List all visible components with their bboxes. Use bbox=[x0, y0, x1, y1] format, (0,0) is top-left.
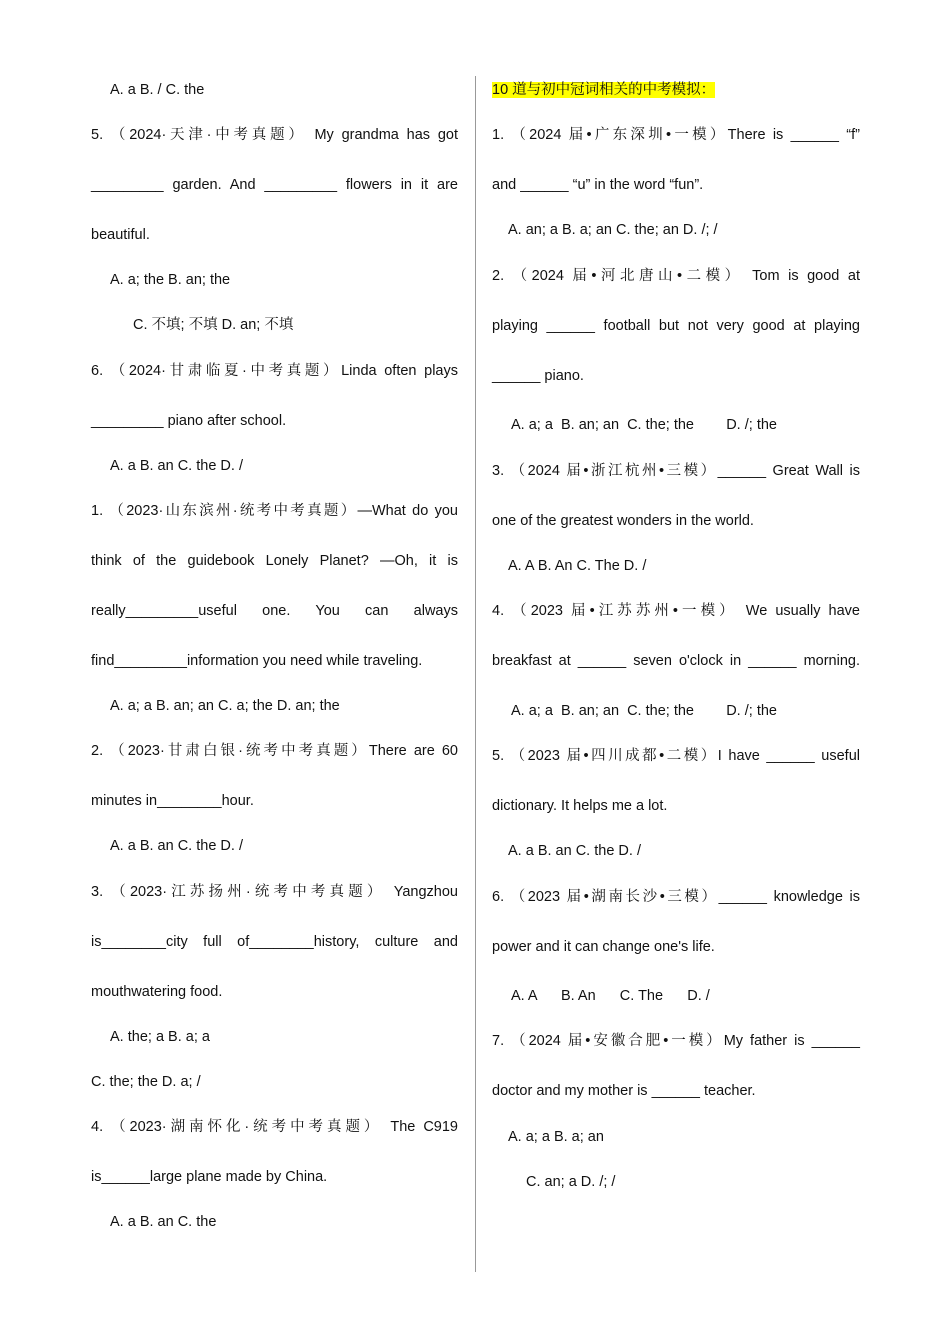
question-line: 4. （2023·湖南怀化·统考中考真题） The C919 bbox=[91, 1119, 458, 1135]
options-line: A. a; a B. an; an C. a; the D. an; the bbox=[110, 698, 340, 714]
options-line: A. a; a B. an; an C. the; the D. /; the bbox=[511, 417, 777, 433]
options-line: C. an; a D. /; / bbox=[526, 1174, 616, 1190]
question-line: 3. （2024 届•浙江杭州•三模）______ Great Wall is bbox=[492, 463, 860, 479]
options-line: A. A B. An C. The D. / bbox=[508, 558, 647, 574]
column-divider bbox=[475, 76, 476, 1272]
options-line: A. a B. an C. the bbox=[110, 1214, 217, 1230]
question-line: one of the greatest wonders in the world. bbox=[492, 513, 754, 529]
question-line: 7. （2024 届•安徽合肥•一模）My father is ______ bbox=[492, 1033, 860, 1049]
question-line: is______large plane made by China. bbox=[91, 1169, 328, 1185]
question-line: 4. （2023 届•江苏苏州•一模） We usually have bbox=[492, 603, 860, 619]
options-line: A. an; a B. a; an C. the; an D. /; / bbox=[508, 222, 718, 238]
question-line: mouthwatering food. bbox=[91, 984, 223, 1000]
question-line: beautiful. bbox=[91, 227, 150, 243]
options-line: A. a B. an C. the D. / bbox=[110, 838, 243, 854]
question-line: 2. （2024 届•河北唐山•二模） Tom is good at bbox=[492, 268, 860, 284]
options-line: C. 不填; 不填 D. an; 不填 bbox=[133, 317, 294, 333]
section-heading bbox=[492, 80, 860, 100]
question-line: 6. （2024·甘肃临夏·中考真题）Linda often plays bbox=[91, 363, 458, 379]
question-line: 5. （2024·天津·中考真题） My grandma has got bbox=[91, 127, 458, 143]
question-line: 1. （2023·山东滨州·统考中考真题）—What do you bbox=[91, 503, 458, 519]
options-line: A. a; the B. an; the bbox=[110, 272, 231, 288]
question-line: _________ piano after school. bbox=[91, 413, 287, 429]
highlighted-heading: 10 道与初中冠词相关的中考模拟： bbox=[492, 82, 716, 98]
question-line: doctor and my mother is ______ teacher. bbox=[492, 1083, 756, 1099]
question-line: breakfast at ______ seven o'clock in ______ morning. bbox=[492, 653, 860, 669]
options-line: A. A B. An C. The D. / bbox=[511, 988, 710, 1004]
question-line: 5. （2023 届•四川成都•二模）I have ______ useful bbox=[492, 748, 860, 764]
question-line: really_________useful one. You can always bbox=[91, 603, 458, 619]
question-line: playing ______ football but not very good at playing bbox=[492, 318, 860, 334]
options-line: A. a; a B. an; an C. the; the D. /; the bbox=[511, 703, 777, 719]
options-line: C. the; the D. a; / bbox=[91, 1074, 201, 1090]
question-line: ______ piano. bbox=[492, 368, 584, 384]
question-line: 3. （2023·江苏扬州·统考中考真题） Yangzhou bbox=[91, 884, 458, 900]
options-line: A. a B. an C. the D. / bbox=[110, 458, 243, 474]
options-line: A. a B. / C. the bbox=[110, 82, 205, 98]
question-line: and ______ “u” in the word “fun”. bbox=[492, 177, 704, 193]
options-line: A. a; a B. a; an bbox=[508, 1129, 604, 1145]
question-line: is________city full of________history, culture and bbox=[91, 934, 458, 950]
question-line: 6. （2023 届•湖南长沙•三模）______ knowledge is bbox=[492, 889, 860, 905]
question-line: _________ garden. And _________ flowers in it are bbox=[91, 177, 458, 193]
question-line: 1. （2024 届•广东深圳•一模）There is ______ “f” bbox=[492, 127, 860, 143]
question-line: 2. （2023·甘肃白银·统考中考真题）There are 60 bbox=[91, 743, 458, 759]
question-line: find_________information you need while traveling. bbox=[91, 653, 423, 669]
question-line: minutes in________hour. bbox=[91, 793, 254, 809]
question-line: dictionary. It helps me a lot. bbox=[492, 798, 668, 814]
options-line: A. the; a B. a; a bbox=[110, 1029, 210, 1045]
question-line: power and it can change one's life. bbox=[492, 939, 715, 955]
options-line: A. a B. an C. the D. / bbox=[508, 843, 641, 859]
question-line: think of the guidebook Lonely Planet? —Oh, it is bbox=[91, 553, 458, 569]
